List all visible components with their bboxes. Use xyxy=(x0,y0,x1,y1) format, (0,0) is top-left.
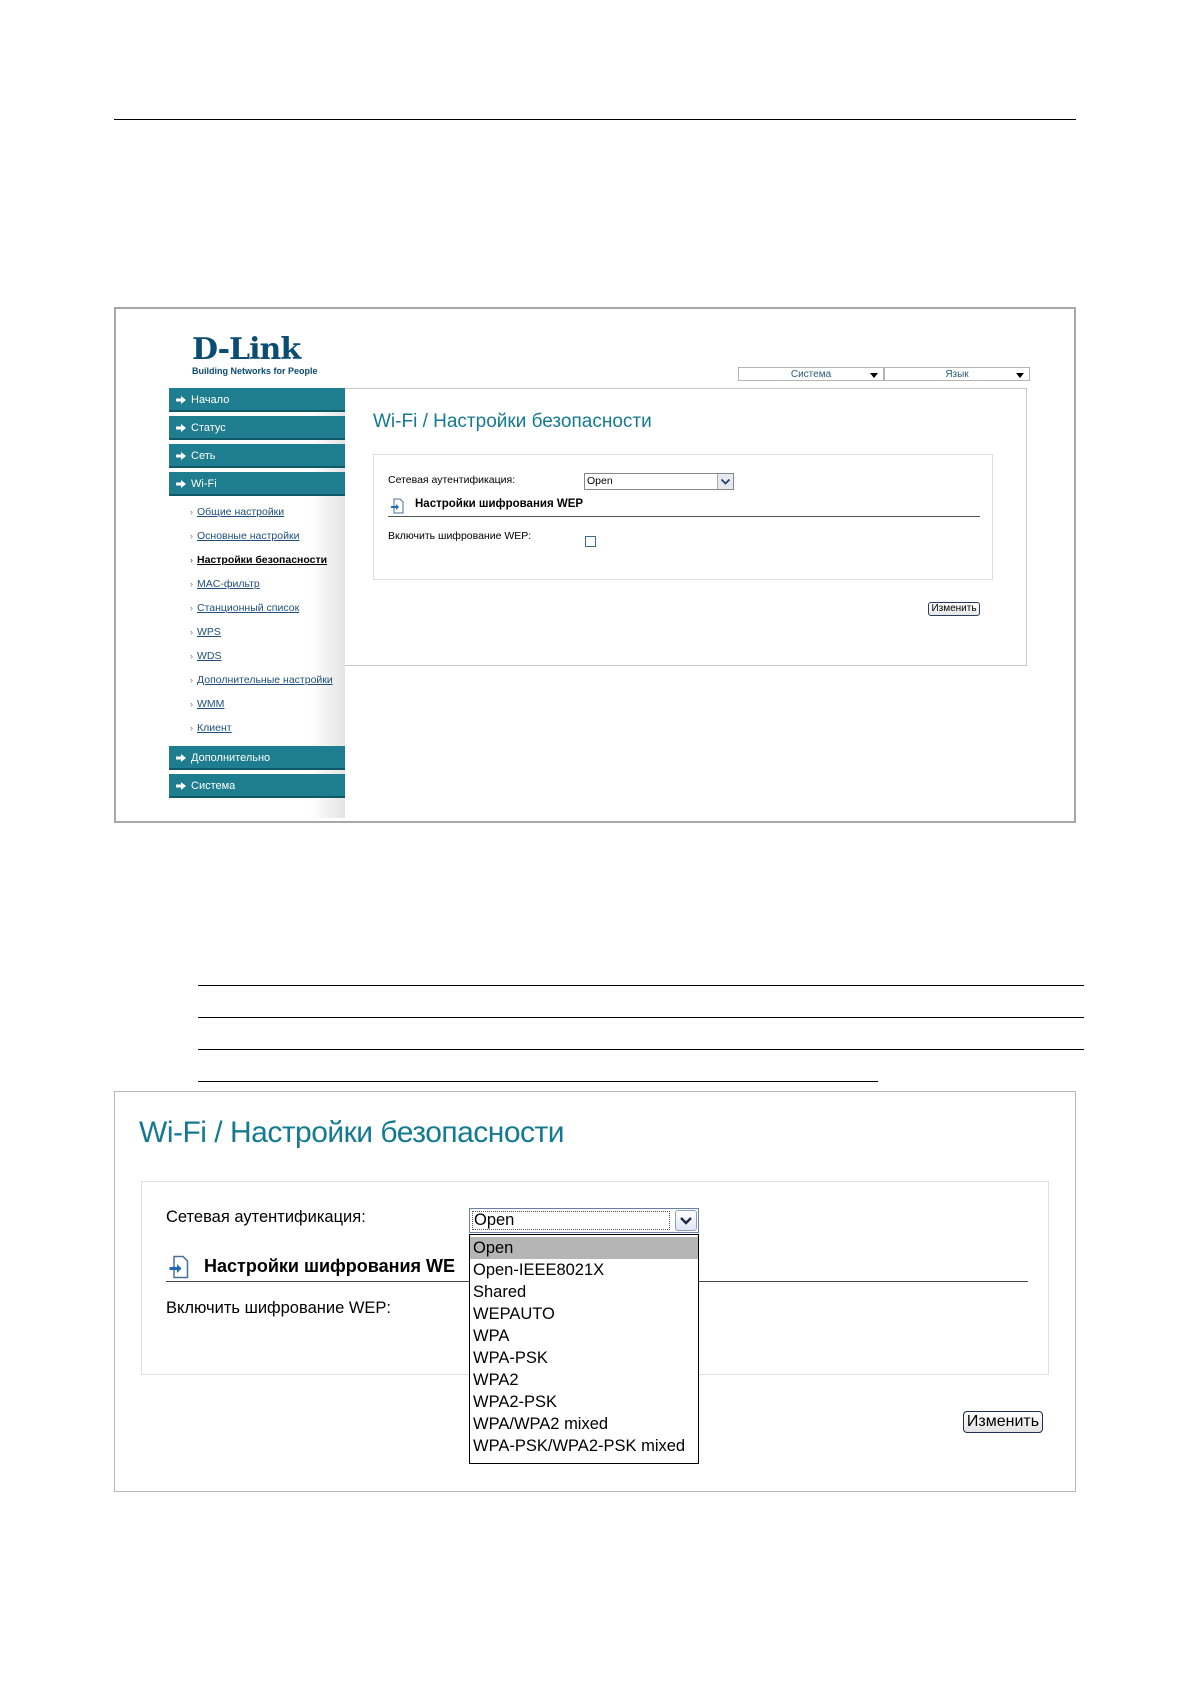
subitem-label: Настройки безопасности xyxy=(197,554,328,566)
wep-enable-label: Включить шифрование WEP: xyxy=(166,1299,391,1317)
sidebar-subitem-general[interactable] xyxy=(190,506,284,518)
bullet-icon: › xyxy=(190,699,193,709)
auth-option[interactable]: Open-IEEE8021X xyxy=(473,1261,605,1279)
sidebar-subitem-station-list[interactable] xyxy=(190,602,299,614)
sidebar-item-label: Система xyxy=(191,780,236,792)
router-ui-screenshot xyxy=(114,307,1076,823)
auth-option[interactable]: WPA/WPA2 mixed xyxy=(473,1415,609,1433)
subitem-label: Общие настройки xyxy=(197,506,285,518)
bullet-icon: › xyxy=(190,627,193,637)
text-underline-1 xyxy=(198,985,1084,986)
apply-button[interactable]: Изменить xyxy=(963,1411,1043,1433)
language-select[interactable] xyxy=(884,367,1030,381)
sidebar-subitem-wmm[interactable] xyxy=(190,698,224,710)
subitem-label: Дополнительные настройки xyxy=(197,674,333,686)
subitem-label: WDS xyxy=(197,650,222,662)
chevron-down-icon[interactable] xyxy=(717,474,733,489)
dlink-logo[interactable] xyxy=(192,332,318,376)
auth-option[interactable]: Shared xyxy=(473,1283,527,1301)
main-content xyxy=(345,388,1027,666)
bullet-icon: › xyxy=(190,603,193,613)
bullet-icon: › xyxy=(190,531,193,541)
arrow-right-icon xyxy=(176,754,186,762)
wep-section-title: Настройки шифрования WEP xyxy=(415,498,584,510)
security-settings-panel xyxy=(373,454,993,580)
apply-button[interactable]: Изменить xyxy=(928,602,980,616)
chevron-down-icon[interactable] xyxy=(675,1210,697,1231)
sidebar-item-status[interactable] xyxy=(169,416,345,440)
system-menu-label: Система xyxy=(790,369,832,380)
auth-options-list xyxy=(469,1234,699,1464)
wep-section-header xyxy=(388,497,980,517)
auth-select-value: Open xyxy=(587,475,613,487)
subitem-label: WMM xyxy=(197,698,225,710)
text-underline-3 xyxy=(198,1049,1084,1050)
bullet-icon: › xyxy=(190,555,193,565)
auth-label: Сетевая аутентификация: xyxy=(166,1208,366,1226)
logo-tagline: Building Networks for People xyxy=(192,366,318,376)
sidebar-subitem-basic[interactable] xyxy=(190,530,299,542)
document-arrow-icon xyxy=(168,1255,192,1279)
arrow-right-icon xyxy=(176,782,186,790)
auth-option[interactable]: WPA xyxy=(473,1327,510,1345)
subitem-label: MAC-фильтр xyxy=(197,578,260,590)
auth-option[interactable]: WPA-PSK/WPA2-PSK mixed xyxy=(473,1437,686,1455)
logo-text: D-Link xyxy=(192,332,301,367)
bullet-icon: › xyxy=(190,675,193,685)
header-rule xyxy=(114,119,1076,120)
sidebar-subitem-wps[interactable] xyxy=(190,626,221,638)
text-underline-4 xyxy=(198,1081,878,1082)
sidebar-item-system[interactable] xyxy=(169,774,345,798)
auth-option[interactable]: WPA-PSK xyxy=(473,1349,548,1367)
arrow-down-icon xyxy=(176,480,186,488)
page-title: Wi-Fi / Настройки безопасности xyxy=(373,411,652,432)
bullet-icon: › xyxy=(190,579,193,589)
auth-option[interactable]: Open xyxy=(470,1237,698,1259)
sidebar-item-label: Wi-Fi xyxy=(191,478,217,490)
document-arrow-icon xyxy=(390,498,406,514)
bullet-icon: › xyxy=(190,651,193,661)
language-label: Язык xyxy=(945,369,969,380)
subitem-label: WPS xyxy=(197,626,221,638)
auth-label: Сетевая аутентификация: xyxy=(388,474,516,486)
sidebar-item-label: Начало xyxy=(191,394,230,406)
bullet-icon: › xyxy=(190,723,193,733)
sidebar-item-wifi[interactable] xyxy=(169,472,345,496)
page-title: Wi-Fi / Настройки безопасности xyxy=(139,1116,565,1149)
arrow-right-icon xyxy=(176,424,186,432)
sidebar-subitem-mac-filter[interactable] xyxy=(190,578,260,590)
subitem-label: Основные настройки xyxy=(197,530,300,542)
auth-option[interactable]: WPA2-PSK xyxy=(473,1393,558,1411)
system-menu-select[interactable] xyxy=(738,367,884,381)
bullet-icon: › xyxy=(190,507,193,517)
auth-option[interactable]: WEPAUTO xyxy=(473,1305,555,1323)
wep-section-title: Настройки шифрования WE xyxy=(204,1256,456,1276)
subitem-label: Клиент xyxy=(197,722,232,734)
arrow-right-icon xyxy=(176,396,186,404)
chevron-down-icon xyxy=(1016,373,1024,378)
auth-select[interactable] xyxy=(584,473,734,490)
sidebar-subitem-client[interactable] xyxy=(190,722,232,734)
sidebar-item-advanced[interactable] xyxy=(169,746,345,770)
sidebar xyxy=(169,388,345,818)
auth-select[interactable] xyxy=(469,1208,699,1233)
arrow-right-icon xyxy=(176,452,186,460)
text-underline-2 xyxy=(198,1017,1084,1018)
chevron-down-icon xyxy=(870,373,878,378)
sidebar-subitem-security[interactable] xyxy=(190,554,327,566)
wep-enable-label: Включить шифрование WEP: xyxy=(388,530,532,542)
sidebar-item-label: Статус xyxy=(191,422,226,434)
wep-enable-checkbox[interactable] xyxy=(585,536,596,547)
sidebar-subitem-wds[interactable] xyxy=(190,650,222,662)
sidebar-item-network[interactable] xyxy=(169,444,345,468)
subitem-label: Станционный список xyxy=(197,602,300,614)
auth-select-value: Open xyxy=(472,1211,670,1230)
sidebar-item-label: Сеть xyxy=(191,450,216,462)
sidebar-item-start[interactable] xyxy=(169,388,345,412)
auth-option[interactable]: WPA2 xyxy=(473,1371,519,1389)
sidebar-item-label: Дополнительно xyxy=(191,752,271,764)
sidebar-subitem-advanced[interactable] xyxy=(190,674,333,686)
